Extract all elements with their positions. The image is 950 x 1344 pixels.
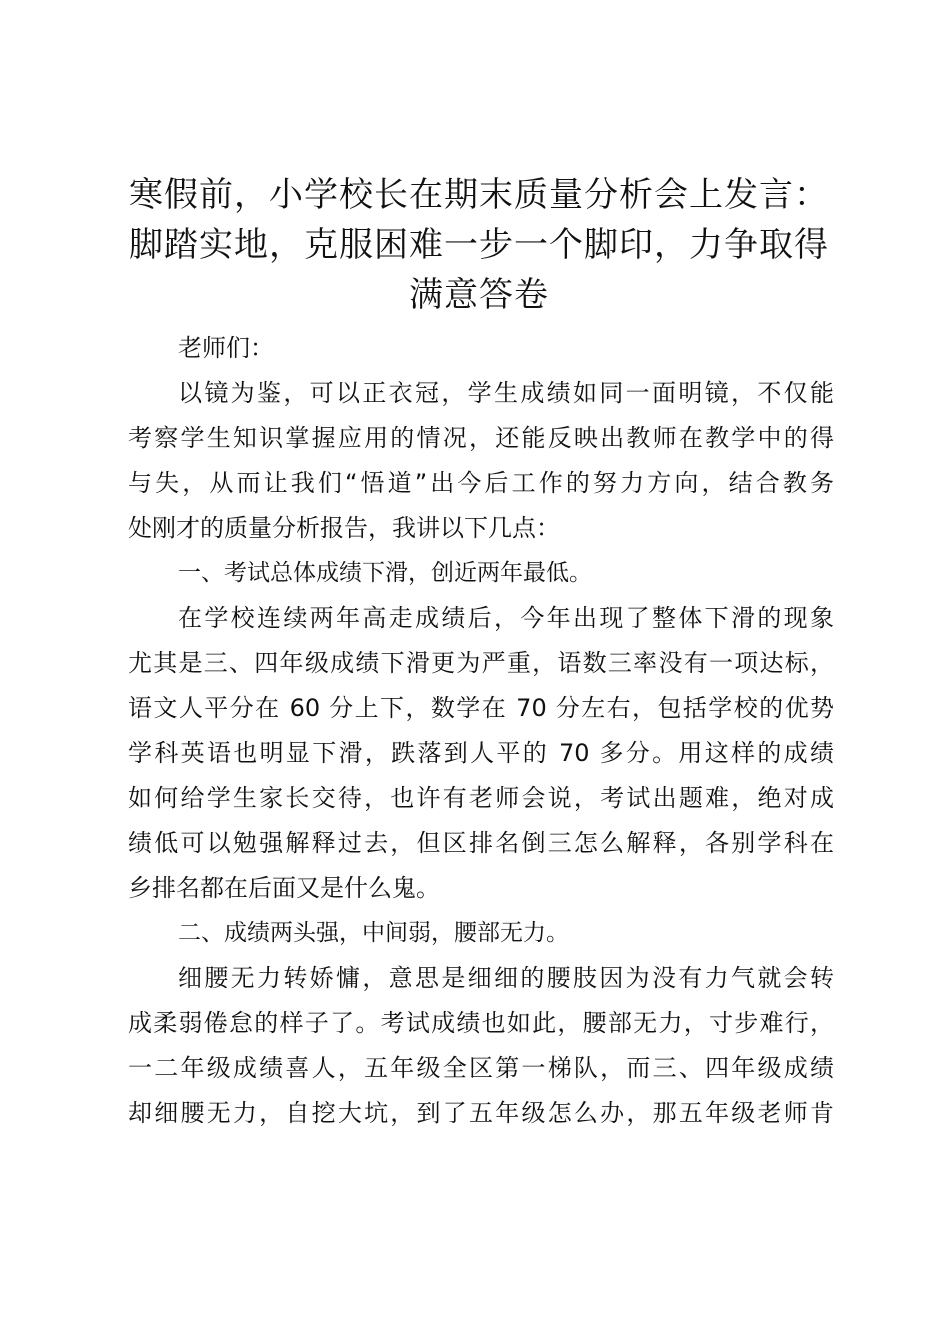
paragraph-line: 乡排名都在后面又是什么鬼。 — [128, 874, 440, 902]
title-line: 寒假前，小学校长在期末质量分析会上发言： — [129, 175, 829, 215]
paragraph-line: 在学校连续两年高走成绩后，今年出现了整体下滑的现象 — [178, 604, 834, 632]
document-title — [118, 170, 840, 320]
salutation: 老师们： — [178, 334, 274, 362]
document-body — [128, 326, 834, 1136]
paragraph-line: 却细腰无力，自挖大坑，到了五年级怎么办，那五年级老师肯 — [128, 1099, 834, 1127]
section-heading-1: 一、考试总体成绩下滑，创近两年最低。 — [178, 560, 592, 586]
section-heading-2: 二、成绩两头强，中间弱，腰部无力。 — [178, 920, 569, 946]
title-line: 满意答卷 — [409, 275, 549, 315]
paragraph-1 — [128, 371, 834, 551]
paragraph-line: 以镜为鉴，可以正衣冠，学生成绩如同一面明镜，不仅能 — [178, 379, 834, 407]
paragraph-line: 考察学生知识掌握应用的情况，还能反映出教师在教学中的得 — [128, 424, 834, 452]
paragraph-line: 细腰无力转娇慵，意思是细细的腰肢因为没有力气就会转 — [178, 964, 834, 992]
paragraph-line: 学科英语也明显下滑，跌落到人平的 70 多分。用这样的成绩 — [128, 739, 834, 767]
paragraph-line: 绩低可以勉强解释过去，但区排名倒三怎么解释，各别学科在 — [128, 829, 834, 857]
paragraph-line: 处刚才的质量分析报告，我讲以下几点： — [128, 514, 560, 542]
paragraph-line: 成柔弱倦怠的样子了。考试成绩也如此，腰部无力，寸步难行， — [128, 1009, 834, 1037]
paragraph-line: 一二年级成绩喜人，五年级全区第一梯队，而三、四年级成绩 — [128, 1054, 834, 1082]
paragraph-line: 语文人平分在 60 分上下，数学在 70 分左右，包括学校的优势 — [128, 694, 834, 722]
paragraph-2 — [128, 596, 834, 911]
paragraph-line: 与失，从而让我们“悟道”出今后工作的努力方向，结合教务 — [128, 469, 834, 497]
paragraph-3 — [128, 956, 834, 1136]
title-line: 脚踏实地，克服困难一步一个脚印，力争取得 — [129, 225, 829, 265]
paragraph-line: 如何给学生家长交待，也许有老师会说，考试出题难，绝对成 — [128, 784, 834, 812]
paragraph-line: 尤其是三、四年级成绩下滑更为严重，语数三率没有一项达标， — [128, 649, 834, 677]
